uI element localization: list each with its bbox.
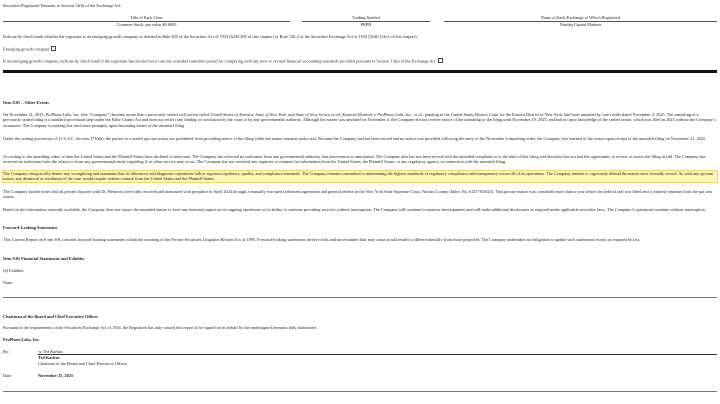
table-col-exchange [444,15,717,27]
cell: Common Stock, par value $0.0005 [116,21,177,27]
paragraph: According to the unsealing order, to date the United States and the Plaintiff States have declined to intervene. The Company has received no indication from any governmental authority that intervention is anticipated. The Company also has not been served with the unsealed complaint as of the date of this filing and therefore has not had the opportunity to review or assess the filing in full. The Company has received no indication from the relator or from any governmental entity regarding if or when service may occur. The Company has not received any inquiries or requests for information from the United States, the Plaintiff States, or any regulatory agency in connection with the unsealed filing. [3,154,706,165]
case-name: United States of America, State of New York, and State of New Jersey ex rel. Kenneth Hemrick v. ProPhase Labs, Inc., et al. [210,112,423,117]
paragraph: Under the sealing provisions of 31 U.S.C. Section 3730(b), the parties to a sealed qui tam action are prohibited from providing notice of the filing while the matter remains under seal. Because the Company had not been served and no notice was provided following the entry of the November 4 unsealing order, the Company first learned of the action upon receipt of the unsealed filing on November 21, 2025. [3,136,707,141]
exhibits-label: (d) Exhibits [3,268,24,273]
egc-transition: If an emerging growth company, indicate by check mark if the registrant has elected not to use the extended transition period for complying with any new or revised financial accounting standards provided pursuant to Section 13(a) of the Exchange Act. [3,58,437,64]
cell: PRPH [360,21,372,27]
text: On November 21, 2025, ProPhase Labs, Inc. (the “Company”) became aware that a previously sealed civil action styled [3,112,211,117]
signature-line [38,349,717,355]
egc-transition-row [3,58,717,64]
signer-name: Ted Karkus [38,355,60,360]
item-801-title: Item 8.01 – Other Events [3,100,49,105]
date-value: November 25, 2025 [38,373,74,378]
paragraph: Based on the information currently available, the Company does not expect the unsealed matter to have any material impact on its ongoing operations or its ability to continue providing services without interruption. The Company will continue to monitor developments and will make additional disclosures as required under applicable securities laws. The Company’s operations continue without interruption. [3,207,706,212]
divider [3,70,717,73]
signatures-text: Pursuant to the requirements of the Securities Exchange Act of 1934, the Registrant has duly caused this report to be signed on its behalf by the undersigned hereunto duly authorized. [3,325,317,330]
fls-text: This Current Report on Form 8-K contains forward-looking statements within the meaning of the Private Securities Litigation Reform Act of 1995. Forward-looking statements involve risks and uncertainties that may cause actual results to differ materially from those projected. The Company undertakes no obligation to update such statements except as required by law. [3,237,641,242]
highlighted-paragraph: The Company categorically denies any wrongdoing and maintains that its laboratory and diagnostic operations follow rigorous regulatory, quality, and compliance standards. The Company remains committed to maintaining the highest standards of regulatory compliance and transparency across all of its operations. The Company intends to vigorously defend the matter once formally served. As with any qui tam action, any dismissal or resolution of the case would require written consent from the United States and the Plaintiff States. [3,171,717,182]
date-label: Date: [3,373,13,378]
by-label: By: [3,349,10,354]
transition-checkbox[interactable] [438,58,443,63]
table-col-class [3,15,290,27]
text: , pending in the United States District Court for the Eastern District of New York, had been unsealed by court order dated November 4, 2025. The unsealing of a previously sealed filing is a standard procedural step under the False Claims Act and does not reflect any finding or conclusion by the court or by any governmental authority. Although the matter was unsealed on November 4, the Company did not receive notice of the unsealing or the filing until November 19, 2025, and had no prior knowledge of the sealed action, which was filed in 2023 without the Company’s awareness. The Company is making this disclosure promptly upon becoming aware of the unsealed filing. [3,112,716,128]
exhibits-none: None. [3,280,14,285]
egc-indicate: Indicate by check mark whether the registrant is an emerging growth company as defined in Rule 405 of the Securities Act of 1933 (§230.405 of this chapter) or Rule 12b-2 of the Securities Exchange Act of 1934 (§240.12b-2 of this chapter). [3,34,418,39]
divider [3,297,717,298]
signature: /s/ Ted Karkus [38,349,63,354]
paragraph [3,112,717,128]
registered-heading: Securities Registered Pursuant to Section 12(b) of the Exchange Act: [3,3,122,8]
col-header: Title of Each Class [3,15,290,22]
egc-checkbox[interactable] [51,46,56,51]
divider [3,391,717,392]
fls-title: Forward-Looking Statements [3,225,58,230]
signer-title: Chairman of the Board and Chief Executive Officer [38,361,128,366]
paragraph: The Company further notes that all private disputes with Dr. Hemrick were fully resolved and dismissed with prejudice in April 2024 through a mutually executed settlement agreement and general release in the New York State Supreme Court, Nassau County (Index No. 612578/2023). That private matter was concluded more than a year before the federal seal was lifted and is entirely separate from the qui tam action. [3,189,712,200]
egc-label: Emerging growth company [3,46,50,52]
cell: Nasdaq Capital Markets [559,21,602,27]
item-901-title: Item 9.01 Financial Statements and Exhibits [3,256,85,261]
col-header: Name of Each Exchange of Which Registered [444,15,717,22]
company-name: ProPhase Labs, Inc. [3,337,40,342]
table-col-symbol [302,15,430,27]
signatures-title: Chairman of the Board and Chief Executive Officer [3,314,99,319]
col-header: Trading Symbol [302,15,430,22]
egc-row [3,46,717,52]
